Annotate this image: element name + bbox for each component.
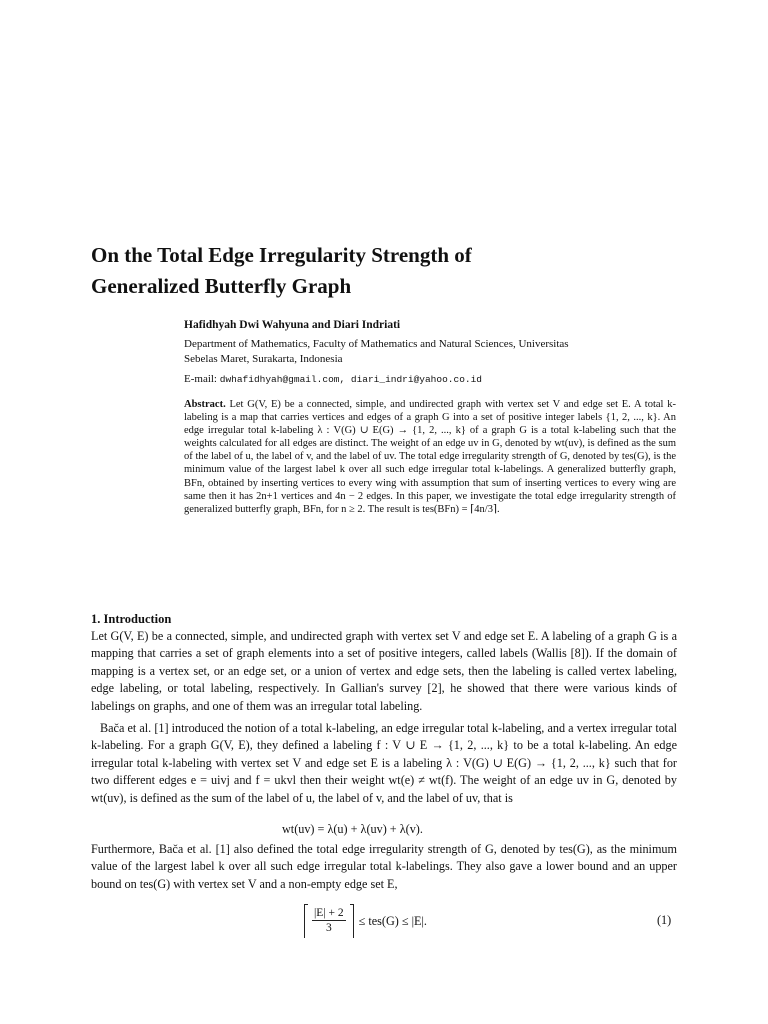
email-label: E-mail: [184,373,217,385]
fraction-numerator: |E| + 2 [314,907,344,919]
bounds-rhs: ≤ tes(G) ≤ |E|. [358,913,427,928]
affiliation-line-1: Department of Mathematics, Faculty of Mathematics and Natural Sciences, Universitas [184,338,569,350]
title-line-2: Generalized Butterfly Graph [91,274,352,298]
email-line [184,372,684,387]
authors: Hafidhyah Dwi Wahyuna and Diari Indriati [184,319,401,331]
equation-number: (1) [657,913,672,927]
equation-weight: wt(uv) = λ(u) + λ(uv) + λ(v). [282,822,423,836]
fraction-denominator: 3 [325,922,332,934]
email-addresses: dwhafidhyah@gmail.com, diari_indri@yahoo.co.id [219,374,482,385]
paper-title [91,240,691,302]
title-line-1: On the Total Edge Irregularity Strength of [91,243,472,267]
paragraph-2: Bača et al. [1] introduced the notion of a total k-labeling, an edge irregular total k-labeling, and a vertex irregular total k-labeling. For a graph G(V, E), they defined a labeling f : V ∪ E → {1, 2, ..., k} to be a total k-labeling. An edge irregular total k-labeling with vertex set V and edge set E is a labeling λ : V(G) ∪ E(G) → {1, 2, ..., k} such that for two different edges e = uivj and f = ukvl then their weight wt(e) ≠ wt(f). The weight of an edge uv in G, denoted by wt(uv), is defined as the sum of the label of u, the label of v, and the label of uv, that is [91,721,677,805]
abstract [184,398,676,516]
abstract-text: Let G(V, E) be a connected, simple, and undirected graph with vertex set V and edge set E. A total k-labeling is a map that carries vertices and edges of a graph G into a set of positive integer labels {1, 2, ..., k}. An edge irregular total k-labeling λ : V(G) ∪ E(G) → {1, 2, ..., k} of a graph G is a total k-labeling such that the weights calculated for all edges are distinct. The weight of an edge uv in G, denoted by wt(uv), is defined as the sum of the label of u, the label of v, and the label of uv. The total edge irregularity strength of G, denoted by tes(G), is the minimum value of the largest label k over all such edge irregular total k-labelings. A generalized butterfly graph, BFn, obtained by inserting vertices to every wing with assumption that sum of inserting vertices to every wing are same then it has 2n+1 vertices and 4n − 2 edges. In this paper, we investigate the total edge irregularity strength of generalized butterfly graph, BFn, for n ≥ 2. The result is tes(BFn) = ⌈4n/3⌉. [184,399,676,515]
fraction [312,906,346,936]
equation-bounds [304,904,427,938]
author-block [184,318,684,387]
abstract-label: Abstract. [184,399,226,410]
affiliation-line-2: Sebelas Maret, Surakarta, Indonesia [184,353,343,365]
section-title: 1. Introduction [91,612,172,626]
ceiling-bracket [304,904,354,938]
paragraph-1: Let G(V, E) be a connected, simple, and undirected graph with vertex set V and edge set E. A labeling of a graph G is a mapping that carries a set of graph elements into a set of positive integers, called labels (Wallis [8]). If the domain of mapping is a vertex set, or an edge set, or a union of vertex and edge sets, then the labeling is called vertex labeling, edge labeling, or total labeling, respectively. In Gallian's survey [2], he showed that there were various kinds of labelings on graphs, and one of them was an irregular total labeling. [91,629,677,713]
paragraph-3: Furthermore, Bača et al. [1] also defined the total edge irregularity strength of G, denoted by tes(G), as the minimum value of the largest label k over all such edge irregular total k-labelings. They also gave a lower bound and an upper bound on tes(G) with vertex set V and a non-empty edge set E, [91,842,677,891]
